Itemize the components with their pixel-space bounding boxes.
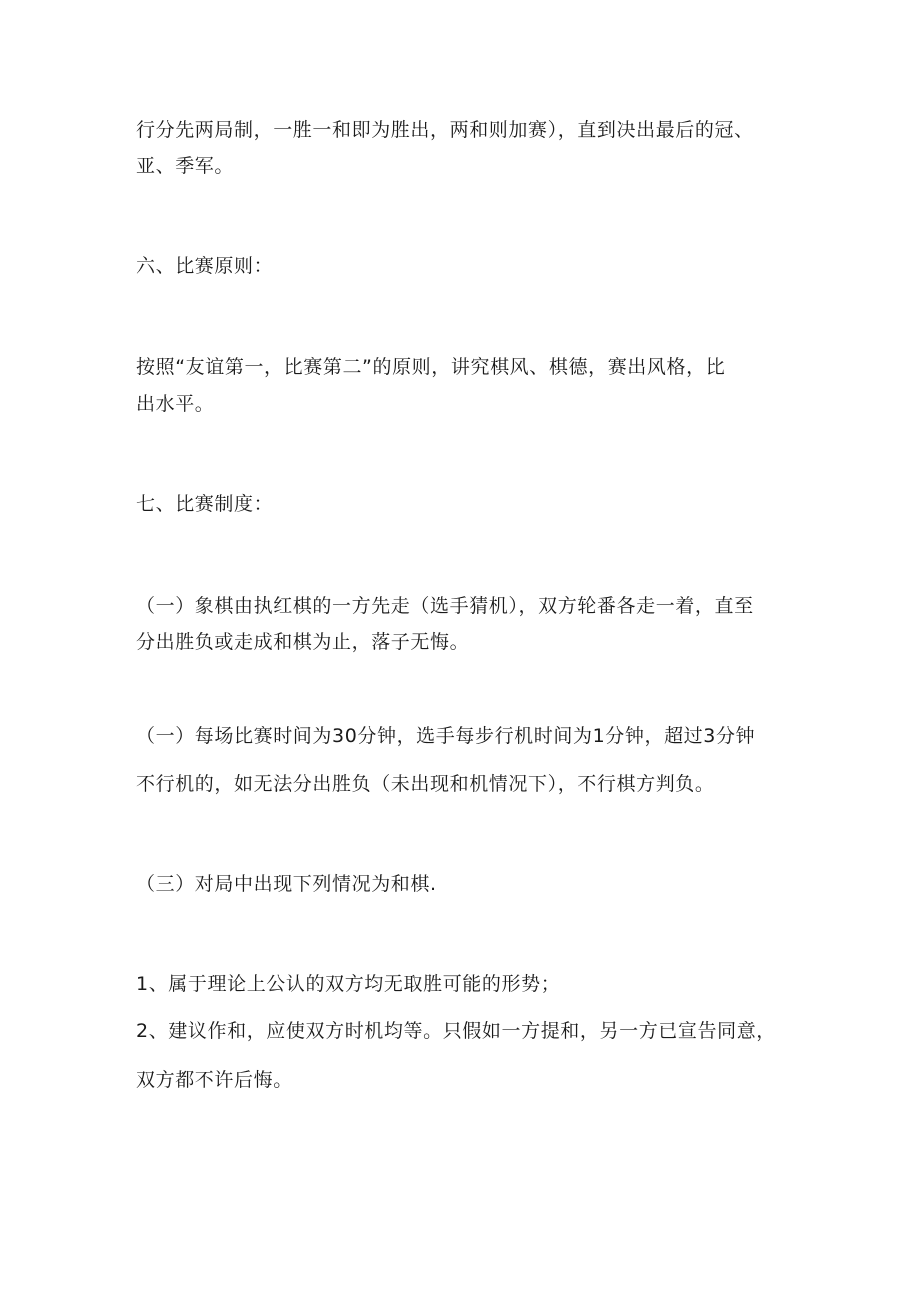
paragraph-continuation-line-1: 行分先两局制，一胜一和即为胜出，两和则加赛），直到决出最后的冠、 — [136, 119, 754, 141]
rule-3-heading: （三）对局中出现下列情况为和棋. — [136, 873, 437, 895]
draw-condition-2-line-2: 双方都不许后悔。 — [136, 1069, 293, 1091]
rule-2-line-2: 不行机的，如无法分出胜负（未出现和机情况下），不行棋方判负。 — [136, 773, 715, 795]
rule-2-line-1: （一）每场比赛时间为30分钟，选手每步行机时间为1分钟，超过3分钟 — [136, 725, 756, 747]
principles-line-2: 出水平。 — [136, 393, 215, 415]
rule-1-line-1: （一）象棋由执红棋的一方先走（选手猜机），双方轮番各走一着，直至 — [136, 595, 754, 617]
section-heading-rules: 七、比赛制度： — [136, 493, 274, 515]
draw-condition-2-line-1: 2、建议作和，应使双方时机均等。只假如一方提和，另一方已宣告同意， — [136, 1020, 776, 1042]
principles-line-1: 按照“友谊第一，比赛第二”的原则，讲究棋风、棋德，赛出风格，比 — [136, 356, 726, 378]
draw-condition-1: 1、属于理论上公认的双方均无取胜可能的形势； — [136, 973, 561, 995]
rule-1-line-2: 分出胜负或走成和棋为止，落子无悔。 — [136, 631, 470, 653]
paragraph-continuation-line-2: 亚、季军。 — [136, 155, 235, 177]
section-heading-principles: 六、比赛原则： — [136, 255, 274, 277]
